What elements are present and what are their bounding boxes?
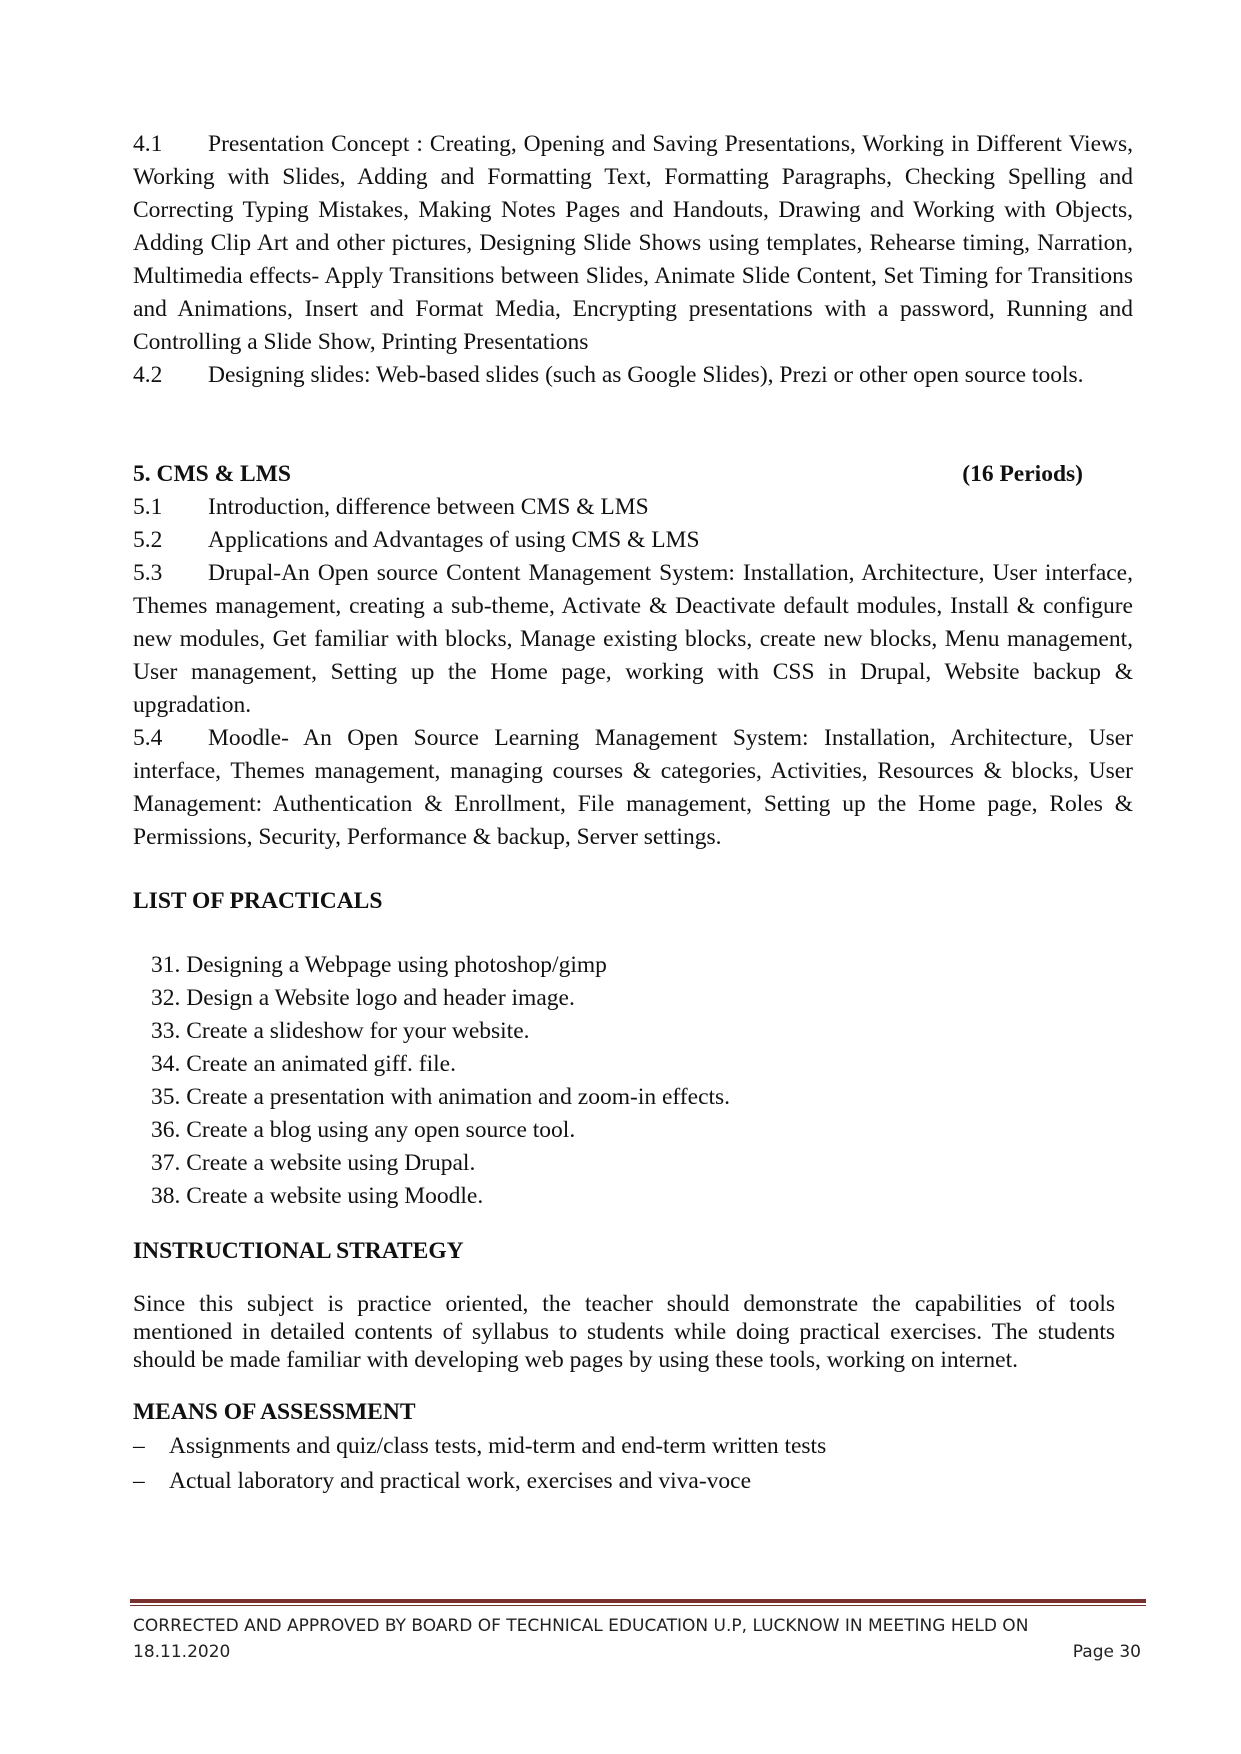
strategy-heading: INSTRUCTIONAL STRATEGY xyxy=(133,1238,464,1264)
item-5-2 xyxy=(133,524,1133,557)
section-5-heading xyxy=(133,458,1133,491)
strategy-text: Since this subject is practice oriented, the teacher should demonstrate the capabilities of tools mentioned in detailed contents of syllabus to students while doing practical exercises. The students should be made familiar with developing web pages by using these tools, working on internet. xyxy=(133,1291,1115,1373)
item-5-1 xyxy=(133,491,1133,524)
item-text: Moodle- An Open Source Learning Management System: Installation, Architecture, User interface, Themes management, managing courses & categories, Activities, Resources & blocks, User Management: Authentication & Enrollment, File management, Setting up the Home page, Roles & Permissions, Security, Performance & backup, Server settings. xyxy=(133,725,1133,850)
assessment-list xyxy=(133,1429,1133,1499)
footer-approval-line: CORRECTED AND APPROVED BY BOARD OF TECHNICAL EDUCATION U.P, LUCKNOW IN MEETING HELD ON xyxy=(133,1616,1029,1636)
rule-thin xyxy=(130,1605,1146,1606)
section-periods: (16 Periods) xyxy=(962,461,1083,487)
list-item: 33. Create a slideshow for your website. xyxy=(151,1018,530,1044)
list-item: 36. Create a blog using any open source tool. xyxy=(151,1117,576,1143)
item-number: 5.3 xyxy=(133,560,163,586)
item-5-4 xyxy=(133,722,1133,854)
list-item: 32. Design a Website logo and header image. xyxy=(151,985,575,1011)
item-4-2 xyxy=(133,359,1133,392)
spacer xyxy=(133,392,1133,458)
list-item: 38. Create a website using Moodle. xyxy=(151,1183,484,1209)
footer xyxy=(133,1613,1143,1665)
list-item-text: Assignments and quiz/class tests, mid-term and end-term written tests xyxy=(169,1433,827,1459)
item-text: Drupal-An Open source Content Management System: Installation, Architecture, User interface, Themes management, creating a sub-theme, Activate & Deactivate default modules, Install & configure new modules, Get familiar with blocks, Manage existing blocks, create new blocks, Menu management, User management, Setting up the Home page, working with CSS in Drupal, Website backup & upgradation. xyxy=(133,560,1133,718)
rule-thick xyxy=(130,1599,1146,1603)
item-number: 5.4 xyxy=(133,725,163,751)
list-item xyxy=(133,1429,1133,1464)
spacer xyxy=(133,1268,1133,1290)
spacer xyxy=(133,918,1133,949)
item-number: 4.1 xyxy=(133,131,163,157)
list-item-text: Actual laboratory and practical work, exercises and viva-voce xyxy=(169,1468,752,1494)
bullet-dash: – xyxy=(133,1468,145,1494)
item-number: 5.1 xyxy=(133,494,163,520)
list-item: 35. Create a presentation with animation and zoom-in effects. xyxy=(151,1084,731,1110)
bullet-dash: – xyxy=(133,1433,145,1459)
spacer xyxy=(133,1374,1133,1396)
item-5-3 xyxy=(133,557,1133,722)
item-text: Designing slides: Web-based slides (such as Google Slides), Prezi or other open source tools. xyxy=(208,362,1084,388)
section-title: 5. CMS & LMS xyxy=(133,461,291,487)
list-item: 37. Create a website using Drupal. xyxy=(151,1150,476,1176)
practicals-list xyxy=(133,949,1133,1213)
page-content xyxy=(133,128,1133,1499)
item-text: Applications and Advantages of using CMS & LMS xyxy=(208,527,700,553)
list-item: 34. Create an animated giff. file. xyxy=(151,1051,456,1077)
footer-date: 18.11.2020 xyxy=(133,1642,231,1662)
item-4-1 xyxy=(133,128,1133,359)
list-item: 31. Designing a Webpage using photoshop/gimp xyxy=(151,952,607,978)
list-item xyxy=(133,1464,1133,1499)
item-text: Presentation Concept : Creating, Opening and Saving Presentations, Working in Different Views, Working with Slides, Adding and Formatting Text, Formatting Paragraphs, Checking Spelling and Correcting Typing Mistakes, Making Notes Pages and Handouts, Drawing and Working with Objects, Adding Clip Art and other pictures, Designing Slide Shows using templates, Rehearse timing, Narration, Multimedia effects- Apply Transitions between Slides, Animate Slide Content, Set Timing for Transitions and Animations, Insert and Format Media, Encrypting presentations with a password, Running and Controlling a Slide Show, Printing Presentations xyxy=(133,131,1133,355)
assessment-heading: MEANS OF ASSESSMENT xyxy=(133,1399,416,1425)
practicals-heading: LIST OF PRACTICALS xyxy=(133,888,383,914)
item-number: 5.2 xyxy=(133,527,163,553)
spacer xyxy=(133,854,1133,885)
footer-rule xyxy=(130,1599,1146,1606)
page-number: Page 30 xyxy=(1072,1642,1141,1662)
footer-row xyxy=(133,1639,1143,1665)
item-text: Introduction, difference between CMS & LMS xyxy=(208,494,649,520)
spacer xyxy=(133,1213,1133,1235)
item-number: 4.2 xyxy=(133,362,163,388)
